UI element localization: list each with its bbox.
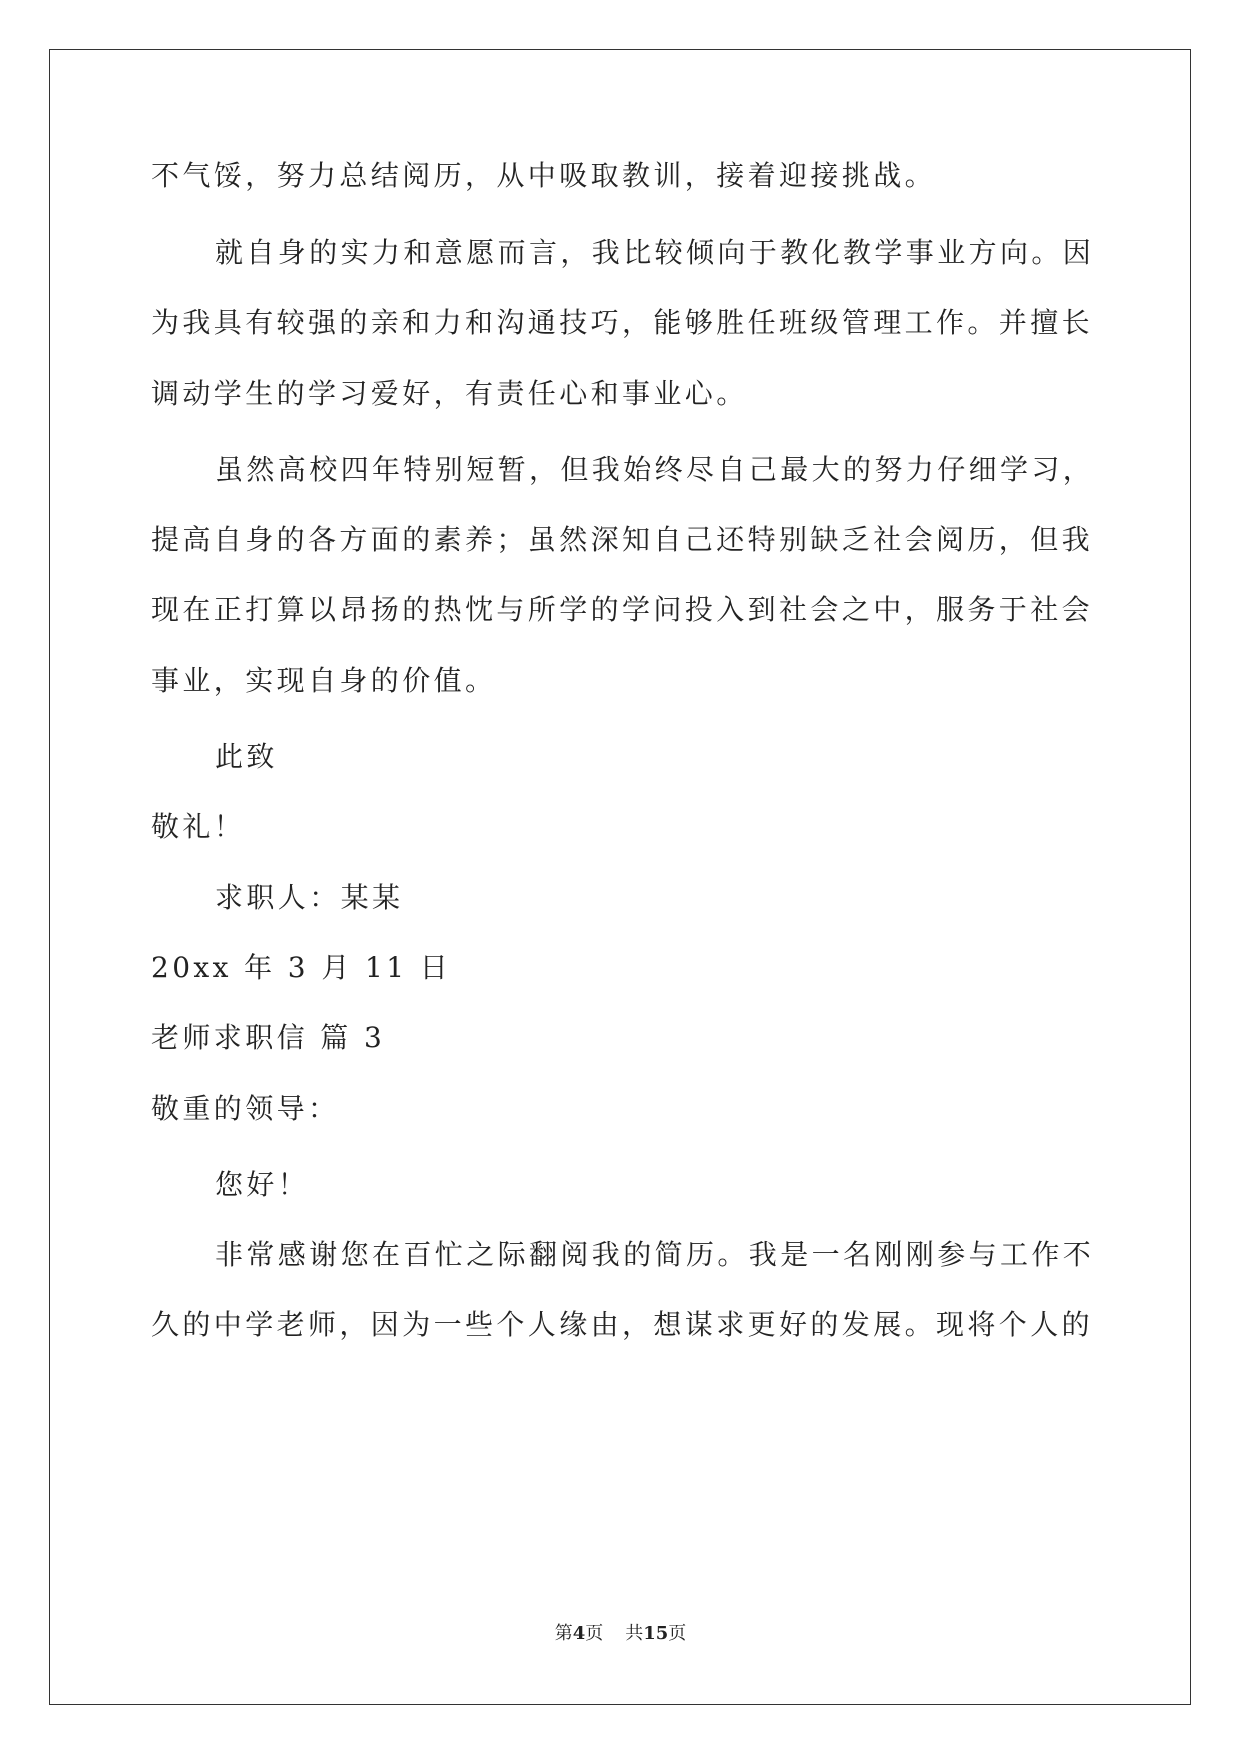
paragraph-line: 久的中学老师，因为一些个人缘由，想谋求更好的发展。现将个人的 (151, 1308, 1094, 1341)
footer-prefix: 第 (554, 1623, 573, 1644)
footer-page-suffix: 页 (585, 1623, 604, 1644)
letter-greeting: 敬重的领导： (151, 1092, 340, 1125)
paragraph-line: 调动学生的学习爱好，有责任心和事业心。 (151, 377, 748, 410)
current-page-number: 4 (572, 1623, 586, 1644)
paragraph-line: 现在正打算以昂扬的热忱与所学的学问投入到社会之中，服务于社会 (151, 593, 1094, 626)
paragraph-line: 不气馁，努力总结阅历，从中吸取教训，接着迎接挑战。 (151, 159, 937, 192)
total-pages: 15 (643, 1623, 669, 1644)
paragraph-line: 事业，实现自身的价值。 (151, 664, 497, 697)
paragraph-line: 非常感谢您在百忙之际翻阅我的简历。我是一名刚刚参与工作不 (215, 1238, 1095, 1271)
section-heading: 老师求职信 篇 3 (151, 1021, 386, 1054)
closing-salutation: 此致 (215, 740, 278, 773)
paragraph-line: 就自身的实力和意愿而言，我比较倾向于教化教学事业方向。因 (215, 236, 1095, 269)
footer-total-suffix: 页 (668, 1623, 687, 1644)
applicant-signature: 求职人：某某 (215, 881, 404, 914)
closing-regards: 敬礼！ (151, 810, 246, 843)
paragraph-line: 提高自身的各方面的素养；虽然深知自己还特别缺乏社会阅历，但我 (151, 523, 1094, 556)
letter-date: 20xx 年 3 月 11 日 (151, 951, 452, 984)
footer-total-prefix: 共 (625, 1623, 644, 1644)
paragraph-line: 为我具有较强的亲和力和沟通技巧，能够胜任班级管理工作。并擅长 (151, 306, 1094, 339)
letter-hello: 您好！ (215, 1168, 310, 1201)
page-footer (0, 1622, 1241, 1646)
paragraph-line: 虽然高校四年特别短暂，但我始终尽自己最大的努力仔细学习， (215, 453, 1095, 486)
page-border (49, 49, 1191, 1705)
